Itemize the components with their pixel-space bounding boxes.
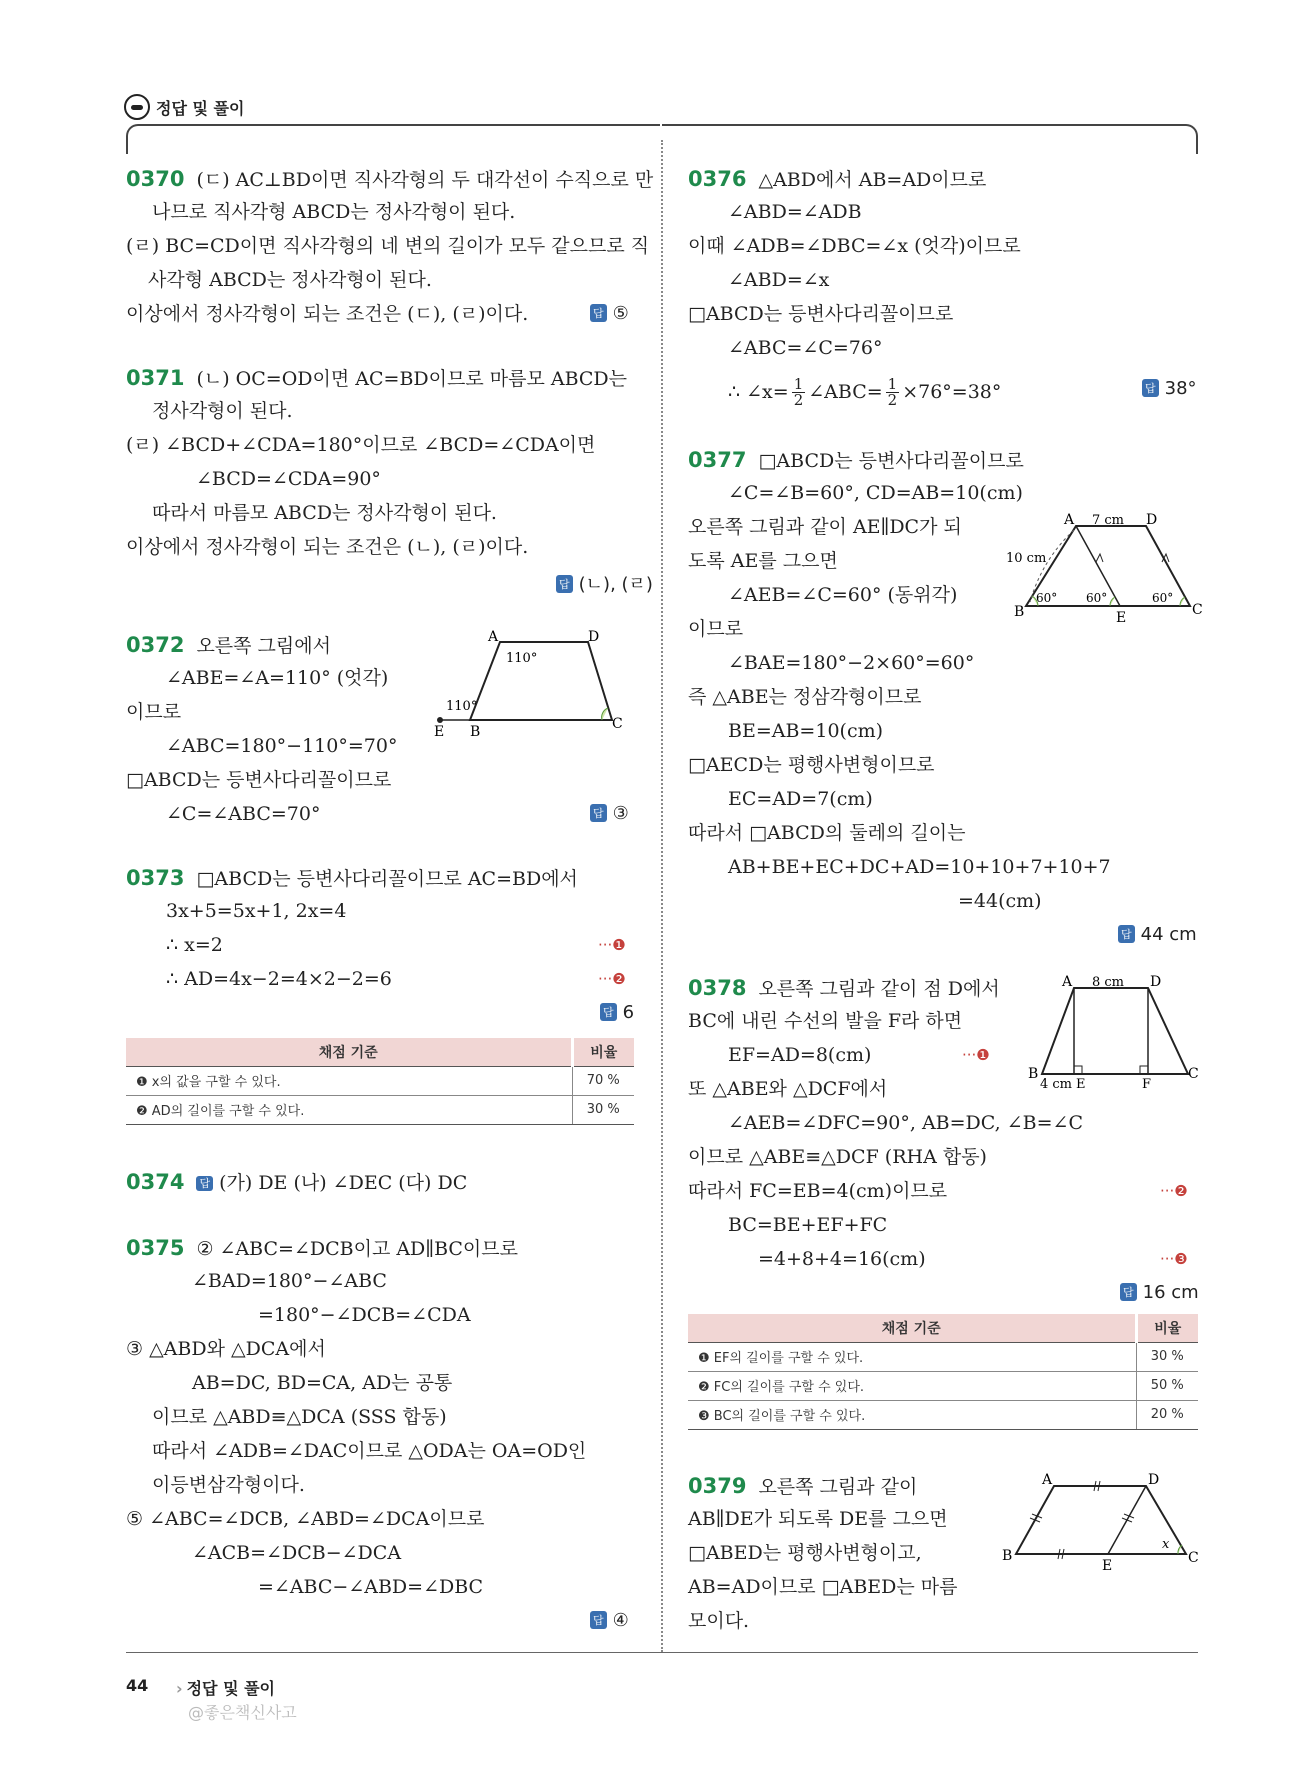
trapezoid-shape bbox=[470, 642, 612, 720]
problem-0378-line-8: BC=BE+EF+FC bbox=[728, 1214, 888, 1236]
rubric-0373 bbox=[126, 1038, 634, 1125]
problem-0379-line-3: □ABED는 평행사변형이고, bbox=[688, 1542, 922, 1564]
label-angle-b: 110° bbox=[446, 699, 478, 714]
problem-number: 0376 bbox=[688, 167, 747, 191]
problem-0370-line-1: 0370 (ㄷ) AC⊥BD이면 직사각형의 두 대각선이 수직으로 만 bbox=[126, 167, 654, 191]
rubric-row: ❷ FC의 길이를 구할 수 있다. bbox=[688, 1371, 1136, 1400]
problem-0373-line-3: ∴ x=2 bbox=[166, 934, 223, 956]
rubric-ratio: 70 % bbox=[572, 1066, 634, 1095]
answer-0371: 답 (ㄴ), (ㄹ) bbox=[556, 570, 653, 596]
chevron-right-icon: › bbox=[176, 1679, 183, 1698]
page-number: 44 bbox=[126, 1676, 149, 1695]
frame-right bbox=[662, 124, 1198, 154]
angle-mark-c bbox=[1180, 597, 1185, 606]
problem-0378-line-1: 0378 오른쪽 그림과 같이 점 D에서 bbox=[688, 976, 1000, 1000]
column-divider bbox=[661, 140, 663, 1652]
label-d: D bbox=[1150, 974, 1162, 990]
problem-0372-line-2: ∠ABE=∠A=110° (엇각) bbox=[166, 667, 389, 689]
problem-0377-line-9: BE=AB=10(cm) bbox=[728, 720, 884, 742]
problem-0376-line-1: 0376 △ABD에서 AB=AD이므로 bbox=[688, 167, 987, 191]
problem-0379-line-2: AB∥DE가 되도록 DE를 그으면 bbox=[688, 1508, 948, 1530]
right-angle-f bbox=[1140, 1066, 1148, 1074]
angle-mark-c bbox=[1178, 1545, 1182, 1554]
problem-0379-line-4: AB=AD이므로 □ABED는 마름 bbox=[688, 1576, 958, 1598]
figure-0378 bbox=[1020, 968, 1204, 1092]
label-a: A bbox=[1064, 512, 1075, 528]
answer-0370: 답 ⑤ bbox=[590, 303, 629, 324]
label-c: C bbox=[1188, 1550, 1199, 1566]
rubric-header: 채점 기준 bbox=[126, 1038, 572, 1066]
problem-0373-line-2: 3x+5=5x+1, 2x=4 bbox=[166, 900, 347, 922]
label-angle-1: 60° bbox=[1036, 591, 1058, 605]
label-d: D bbox=[1148, 1472, 1160, 1488]
problem-0371-line-6: 이상에서 정사각형이 되는 조건은 (ㄴ), (ㄹ)이다. bbox=[126, 536, 529, 558]
problem-0375-line-7: 따라서 ∠ADB=∠DAC이므로 △ODA는 OA=OD인 bbox=[152, 1440, 587, 1462]
problem-0375-line-11: =∠ABC−∠ABD=∠DBC bbox=[258, 1576, 484, 1598]
problem-0372-line-4: ∠ABC=180°−110°=70° bbox=[166, 735, 398, 757]
right-angle-e bbox=[1074, 1066, 1082, 1074]
fraction-half: $\frac{1}{2}$ bbox=[887, 375, 898, 409]
header-title: 정답 및 풀이 bbox=[156, 98, 245, 118]
problem-0377-line-13: AB+BE+EC+DC+AD=10+10+7+10+7 bbox=[728, 856, 1111, 878]
problem-0371-line-2: 정사각형이 된다. bbox=[152, 400, 293, 422]
answer-0376: 답 38° bbox=[1142, 378, 1197, 399]
problem-0370-line-4: 사각형 ABCD는 정사각형이 된다. bbox=[148, 269, 432, 291]
answer-0377: 답 44 cm bbox=[1118, 924, 1197, 945]
step-marker-1: ···❶ bbox=[962, 1046, 990, 1064]
problem-0377-line-12: 따라서 □ABCD의 둘레의 길이는 bbox=[688, 822, 966, 844]
problem-0375-line-4: ③ △ABD와 △DCA에서 bbox=[126, 1338, 326, 1360]
label-e: E bbox=[1116, 610, 1127, 626]
mascot-icon bbox=[124, 94, 150, 120]
label-b: B bbox=[1002, 1548, 1013, 1564]
step-marker-3: ···❸ bbox=[1160, 1250, 1188, 1268]
rubric-0378 bbox=[688, 1314, 1198, 1430]
label-b: B bbox=[1028, 1066, 1039, 1082]
label-top-length: 8 cm bbox=[1092, 975, 1125, 990]
answer-tag-icon: 답 bbox=[590, 304, 607, 322]
answer-tag-icon: 답 bbox=[196, 1176, 213, 1191]
angle-mark-c bbox=[602, 708, 608, 720]
problem-0375-line-1: 0375 ② ∠ABC=∠DCB이고 AD∥BC이므로 bbox=[126, 1236, 518, 1260]
label-e: E bbox=[434, 724, 445, 740]
problem-0376-line-2: ∠ABD=∠ADB bbox=[728, 201, 862, 223]
problem-0370-line-2: 나므로 직사각형 ABCD는 정사각형이 된다. bbox=[152, 201, 516, 223]
label-d: D bbox=[588, 629, 600, 645]
point-e bbox=[437, 717, 443, 723]
problem-0373-line-1: 0373 □ABCD는 등변사다리꼴이므로 AC=BD에서 bbox=[126, 866, 578, 890]
rubric-header: 채점 기준 bbox=[688, 1314, 1136, 1342]
answer-tag-icon: 답 bbox=[590, 804, 607, 822]
problem-0377-line-5: ∠AEB=∠C=60° (동위각) bbox=[728, 584, 958, 606]
label-a: A bbox=[1062, 974, 1073, 990]
problem-number: 0375 bbox=[126, 1236, 185, 1260]
problem-0377-line-14: =44(cm) bbox=[958, 890, 1042, 912]
label-b: B bbox=[470, 724, 481, 740]
figure-0379 bbox=[1000, 1472, 1200, 1576]
frame-left bbox=[126, 124, 660, 154]
problem-0371-line-3: (ㄹ) ∠BCD+∠CDA=180°이므로 ∠BCD=∠CDA이면 bbox=[126, 434, 596, 456]
problem-0375-line-10: ∠ACB=∠DCB−∠DCA bbox=[192, 1542, 402, 1564]
problem-0375-line-3: =180°−∠DCB=∠CDA bbox=[258, 1304, 471, 1326]
answer-tag-icon: 답 bbox=[1118, 925, 1135, 943]
problem-0377-line-3: 오른쪽 그림과 같이 AE∥DC가 되 bbox=[688, 516, 962, 538]
problem-0378-line-7: 따라서 FC=EB=4(cm)이므로 bbox=[688, 1180, 948, 1202]
rubric-row: ❶ x의 값을 구할 수 있다. bbox=[126, 1066, 572, 1095]
label-d: D bbox=[1146, 512, 1158, 528]
figure-0377 bbox=[1004, 510, 1204, 626]
problem-0376-line-3: 이때 ∠ADB=∠DBC=∠x (엇각)이므로 bbox=[688, 235, 1021, 257]
problem-0375-line-5: AB=DC, BD=CA, AD는 공통 bbox=[192, 1372, 453, 1394]
problem-0375-line-9: ⑤ ∠ABC=∠DCB, ∠ABD=∠DCA이므로 bbox=[126, 1508, 485, 1530]
label-top-length: 7 cm bbox=[1092, 513, 1125, 528]
step-marker-2: ···❷ bbox=[1160, 1182, 1188, 1200]
step-marker-1: ···❶ bbox=[598, 936, 626, 954]
problem-number: 0377 bbox=[688, 448, 747, 472]
fraction-half: $\frac{1}{2}$ bbox=[793, 375, 804, 409]
footer-watermark: @좋은책신사고 bbox=[188, 1703, 297, 1722]
problem-0370-line-3: (ㄹ) BC=CD이면 직사각형의 네 변의 길이가 모두 같으므로 직 bbox=[126, 235, 650, 257]
problem-0372-line-1: 0372 오른쪽 그림에서 bbox=[126, 633, 331, 657]
problem-0370-line-5: 이상에서 정사각형이 되는 조건은 (ㄷ), (ㄹ)이다. bbox=[126, 303, 529, 325]
trapezoid-shape bbox=[1042, 988, 1188, 1074]
problem-number: 0379 bbox=[688, 1474, 747, 1498]
problem-0376-line-7: ∴ ∠x= $\frac{1}{2}$ ∠ABC= $\frac{1}{2}$ ×76°=38° bbox=[728, 375, 1002, 409]
problem-0377-line-1: 0377 □ABCD는 등변사다리꼴이므로 bbox=[688, 448, 1024, 472]
footer-rule bbox=[126, 1652, 1198, 1653]
label-c: C bbox=[1192, 602, 1203, 618]
rubric-ratio: 50 % bbox=[1136, 1371, 1198, 1400]
problem-0371-line-5: 따라서 마름모 ABCD는 정사각형이 된다. bbox=[152, 502, 497, 524]
figure-0372 bbox=[420, 628, 636, 738]
rubric-row: ❷ AD의 길이를 구할 수 있다. bbox=[126, 1095, 572, 1124]
problem-0373-line-4: ∴ AD=4x−2=4×2−2=6 bbox=[166, 968, 392, 990]
problem-0377-line-11: EC=AD=7(cm) bbox=[728, 788, 873, 810]
label-c: C bbox=[612, 716, 623, 732]
rubric-ratio: 30 % bbox=[572, 1095, 634, 1124]
problem-number: 0374 bbox=[126, 1170, 185, 1194]
problem-0377-line-2: ∠C=∠B=60°, CD=AB=10(cm) bbox=[728, 482, 1023, 504]
problem-0378-line-6: 이므로 △ABE≡△DCF (RHA 합동) bbox=[688, 1146, 987, 1168]
rubric-header: 비율 bbox=[1136, 1314, 1198, 1342]
answer-tag-icon: 답 bbox=[1120, 1283, 1137, 1301]
label-x: x bbox=[1162, 1537, 1170, 1552]
label-a: A bbox=[488, 629, 499, 645]
answer-0378: 답 16 cm bbox=[1120, 1282, 1199, 1303]
problem-0379-line-5: 모이다. bbox=[688, 1610, 750, 1632]
problem-0375-line-8: 이등변삼각형이다. bbox=[152, 1474, 305, 1496]
label-angle-a: 110° bbox=[506, 651, 538, 666]
rubric-ratio: 20 % bbox=[1136, 1400, 1198, 1429]
problem-0375-line-6: 이므로 △ABD≡△DCA (SSS 합동) bbox=[152, 1406, 447, 1428]
page-header bbox=[124, 94, 244, 120]
answer-0372: 답 ③ bbox=[590, 803, 629, 824]
problem-0376-line-6: ∠ABC=∠C=76° bbox=[728, 337, 883, 359]
problem-0374-line-1: 0374 답 (가) DE (나) ∠DEC (다) DC bbox=[126, 1170, 468, 1194]
answer-tag-icon: 답 bbox=[590, 1611, 607, 1629]
label-angle-2: 60° bbox=[1086, 591, 1108, 605]
answer-0373: 답 6 bbox=[600, 1002, 634, 1023]
label-f: F bbox=[1142, 1077, 1152, 1092]
problem-0372-line-3: 이므로 bbox=[126, 701, 182, 723]
problem-number: 0378 bbox=[688, 976, 747, 1000]
problem-0378-line-5: ∠AEB=∠DFC=90°, AB=DC, ∠B=∠C bbox=[728, 1112, 1083, 1134]
label-e: E bbox=[1076, 1077, 1086, 1092]
label-angle-3: 60° bbox=[1152, 591, 1174, 605]
problem-number: 0372 bbox=[126, 633, 185, 657]
rubric-row: ❸ BC의 길이를 구할 수 있다. bbox=[688, 1400, 1136, 1429]
answer-0375: 답 ④ bbox=[590, 1610, 629, 1631]
angle-mark-e bbox=[1110, 597, 1115, 606]
problem-0378-line-9: =4+8+4=16(cm) bbox=[758, 1248, 926, 1270]
problem-number: 0373 bbox=[126, 866, 185, 890]
label-e: E bbox=[1102, 1558, 1113, 1574]
problem-0377-line-6: 이므로 bbox=[688, 618, 744, 640]
problem-0378-line-4: 또 △ABE와 △DCF에서 bbox=[688, 1078, 888, 1100]
problem-0371-line-4: ∠BCD=∠CDA=90° bbox=[196, 468, 381, 490]
problem-0377-line-10: □AECD는 평행사변형이므로 bbox=[688, 754, 935, 776]
problem-0375-line-2: ∠BAD=180°−∠ABC bbox=[192, 1270, 387, 1292]
label-c: C bbox=[1188, 1066, 1199, 1082]
problem-0376-line-4: ∠ABD=∠x bbox=[728, 269, 830, 291]
answer-tag-icon: 답 bbox=[556, 575, 573, 593]
problem-0377-line-7: ∠BAE=180°−2×60°=60° bbox=[728, 652, 975, 674]
problem-0377-line-8: 즉 △ABE는 정삼각형이므로 bbox=[688, 686, 922, 708]
problem-0372-line-6: ∠C=∠ABC=70° bbox=[166, 803, 321, 825]
problem-0378-line-3: EF=AD=8(cm) bbox=[728, 1044, 872, 1066]
label-side-length: 10 cm bbox=[1006, 551, 1047, 566]
label-a: A bbox=[1042, 1472, 1053, 1488]
trapezoid-shape bbox=[1016, 1486, 1186, 1554]
answer-tag-icon: 답 bbox=[600, 1003, 617, 1021]
answer-tag-icon: 답 bbox=[1142, 379, 1159, 397]
problem-0378-line-2: BC에 내린 수선의 발을 F라 하면 bbox=[688, 1010, 963, 1032]
label-bottom-length: 4 cm bbox=[1040, 1077, 1073, 1092]
problem-0379-line-1: 0379 오른쪽 그림과 같이 bbox=[688, 1474, 918, 1498]
problem-number: 0370 bbox=[126, 167, 185, 191]
parallel-arrow-ae bbox=[1096, 554, 1103, 562]
rubric-row: ❶ EF의 길이를 구할 수 있다. bbox=[688, 1342, 1136, 1371]
rubric-header: 비율 bbox=[572, 1038, 634, 1066]
problem-0372-line-5: □ABCD는 등변사다리꼴이므로 bbox=[126, 769, 392, 791]
problem-number: 0371 bbox=[126, 366, 185, 390]
rubric-ratio: 30 % bbox=[1136, 1342, 1198, 1371]
step-marker-2: ···❷ bbox=[598, 970, 626, 988]
problem-0376-line-5: □ABCD는 등변사다리꼴이므로 bbox=[688, 303, 954, 325]
footer-label: › 정답 및 풀이 bbox=[176, 1679, 276, 1698]
label-b: B bbox=[1014, 604, 1025, 620]
problem-0377-line-4: 도록 AE를 그으면 bbox=[688, 550, 838, 572]
problem-0371-line-1: 0371 (ㄴ) OC=OD이면 AC=BD이므로 마름모 ABCD는 bbox=[126, 366, 628, 390]
